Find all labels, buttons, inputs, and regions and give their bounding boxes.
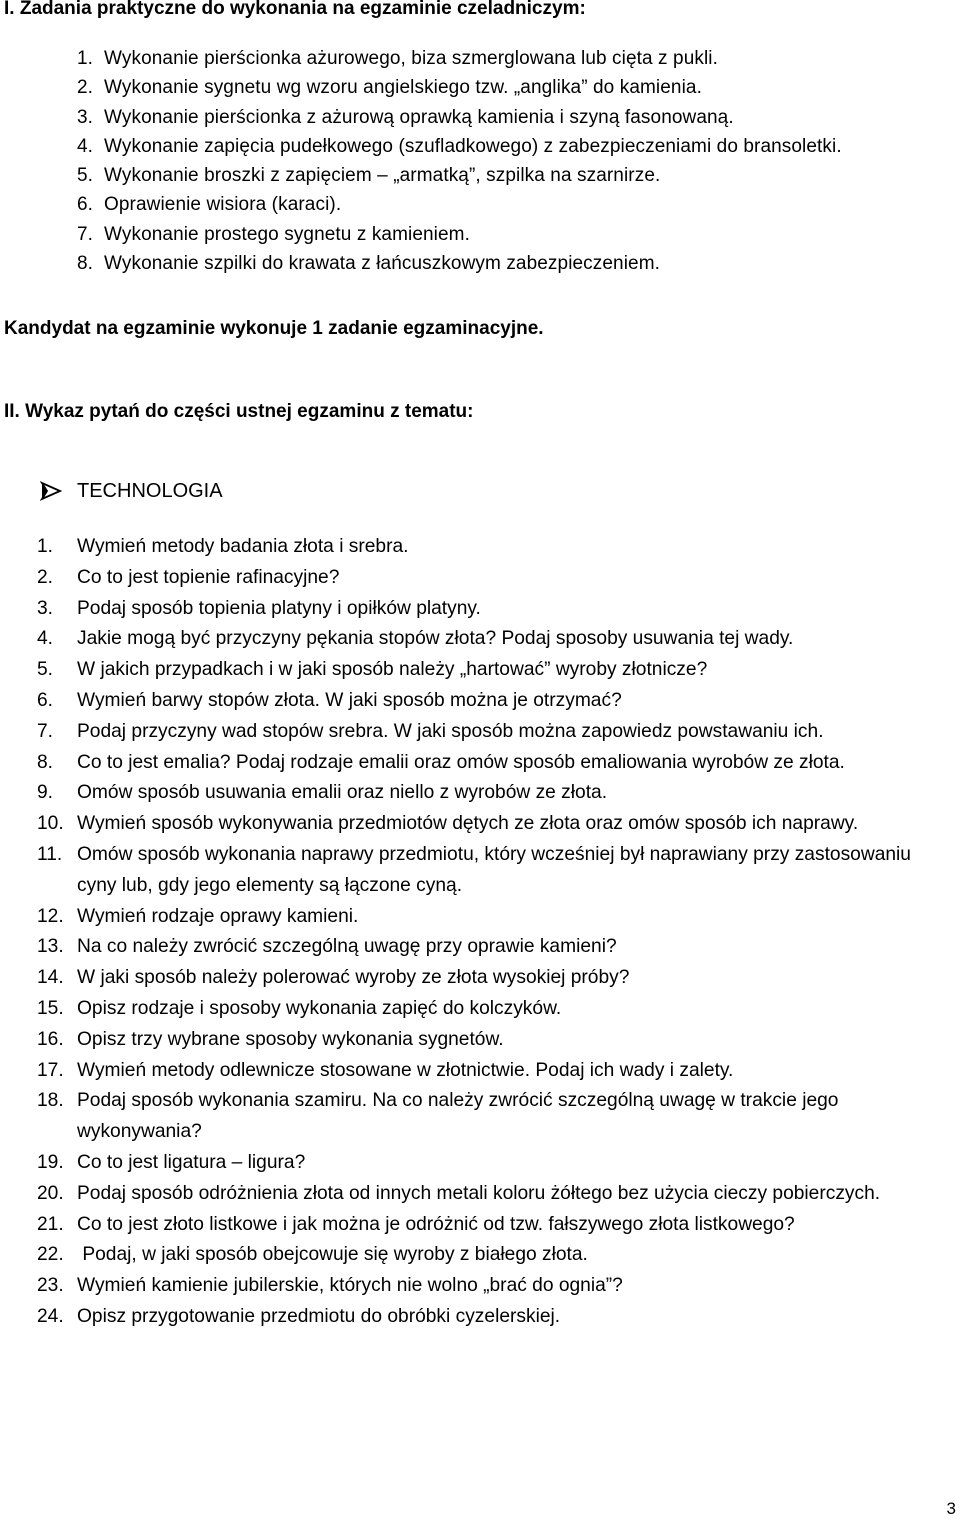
question-text: Jakie mogą być przyczyny pękania stopów złota? Podaj sposoby usuwania tej wady. [77, 628, 794, 650]
list-item [0, 809, 960, 840]
list-item-text: Wykonanie broszki z zapięciem – „armatką”, szpilka na szarnirze. [104, 165, 661, 187]
question-text: Wymień rodzaje oprawy kamieni. [77, 905, 359, 927]
question-number: 14. [37, 967, 64, 989]
list-item [0, 655, 960, 686]
question-text: Wymień barwy stopów złota. W jaki sposób można je otrzymać? [77, 689, 622, 711]
list-item [0, 1240, 960, 1271]
question-number: 24. [37, 1305, 64, 1327]
list-item-number: 2. [77, 77, 94, 99]
question-text: Opisz przygotowanie przedmiotu do obróbki cyzelerskiej. [77, 1305, 561, 1327]
list-item-number: 4. [77, 135, 94, 157]
question-number: 19. [37, 1151, 64, 1173]
question-text: Co to jest topienie rafinacyjne? [77, 566, 340, 588]
list-item [0, 1302, 960, 1333]
list-item [0, 1210, 960, 1241]
list-item [0, 1271, 960, 1302]
list-item [0, 1056, 960, 1087]
question-text: Wymień kamienie jubilerskie, których nie wolno „brać do ognia”? [77, 1275, 623, 1297]
technology-subheading: TECHNOLOGIA [77, 480, 223, 502]
question-text: Podaj sposób wykonania szamiru. Na co należy zwrócić szczególną uwagę w trakcie jego wykonywania? [77, 1090, 839, 1143]
question-text: Opisz trzy wybrane sposoby wykonania sygnetów. [77, 1028, 504, 1050]
question-text: Podaj przyczyny wad stopów srebra. W jaki sposób można zapowiedz powstawaniu ich. [77, 720, 824, 742]
list-item [0, 190, 960, 219]
list-item [0, 161, 960, 190]
question-number: 17. [37, 1059, 64, 1081]
list-item-text: Wykonanie sygnetu wg wzoru angielskiego tzw. „anglika” do kamienia. [104, 77, 702, 99]
question-number: 10. [37, 813, 64, 835]
list-item [0, 624, 960, 655]
question-number: 12. [37, 905, 64, 927]
list-item-text: Wykonanie pierścionka z ażurową oprawką kamienia i szyną fasonowaną. [104, 106, 734, 128]
question-number: 6. [37, 689, 54, 711]
list-item [0, 717, 960, 748]
list-item-number: 3. [77, 106, 94, 128]
list-item [0, 594, 960, 625]
question-number: 1. [37, 536, 54, 557]
list-item [0, 220, 960, 249]
arrowhead-bullet-icon [40, 478, 62, 504]
question-number: 5. [37, 659, 54, 681]
question-text: Opisz rodzaje i sposoby wykonania zapięć do kolczyków. [77, 997, 562, 1019]
list-item-number: 5. [77, 165, 94, 187]
list-item [0, 748, 960, 779]
question-number: 3. [37, 597, 54, 619]
list-item [0, 778, 960, 809]
list-item-number: 7. [77, 223, 94, 245]
list-item [0, 994, 960, 1025]
question-text: Co to jest ligatura – ligura? [77, 1151, 306, 1173]
list-item [0, 73, 960, 102]
question-number: 13. [37, 936, 64, 958]
oral-questions-list [0, 532, 960, 1333]
section1-heading: I. Zadania praktyczne do wykonania na egzaminie czeladniczym: [4, 0, 586, 19]
question-number: 7. [37, 720, 54, 742]
question-number: 11. [37, 843, 63, 865]
list-item-number: 8. [77, 253, 94, 275]
list-item [0, 1025, 960, 1056]
question-number: 2. [37, 566, 54, 588]
question-text: Omów sposób wykonania naprawy przedmiotu, który wcześniej był naprawiany przy zastosowaniu cyny lub, gdy jego elementy są łączone cyną. [77, 843, 911, 896]
question-number: 22. [37, 1244, 64, 1266]
list-item-number: 6. [77, 194, 94, 216]
question-number: 9. [37, 782, 54, 804]
question-text: W jakich przypadkach i w jaki sposób należy „hartować” wyroby złotnicze? [77, 659, 708, 681]
question-text: Na co należy zwrócić szczególną uwagę przy oprawie kamieni? [77, 936, 617, 958]
candidate-note: Kandydat na egzaminie wykonuje 1 zadanie egzaminacyjne. [4, 318, 544, 339]
question-text: Co to jest złoto listkowe i jak można je odróżnić od tzw. fałszywego złota listkowego? [77, 1213, 795, 1235]
list-item-text: Oprawienie wisiora (karaci). [104, 194, 342, 216]
question-number: 23. [37, 1275, 64, 1297]
list-item-text: Wykonanie zapięcia pudełkowego (szufladkowego) z zabezpieczeniami do bransoletki. [104, 135, 842, 157]
list-item [0, 249, 960, 278]
list-item [0, 1086, 960, 1148]
list-item [0, 532, 960, 563]
list-item [0, 902, 960, 933]
list-item [0, 1148, 960, 1179]
list-item-number: 1. [77, 48, 94, 69]
question-text: Podaj, w jaki sposób obejcowuje się wyroby z białego złota. [77, 1244, 588, 1266]
question-text: Podaj sposób odróżnienia złota od innych metali koloru żółtego bez użycia cieczy pobierczych. [77, 1182, 881, 1204]
practical-tasks-list [0, 44, 960, 278]
list-item [0, 932, 960, 963]
list-item [0, 44, 960, 73]
question-number: 4. [37, 628, 54, 650]
question-number: 15. [37, 997, 64, 1019]
list-item [0, 132, 960, 161]
question-number: 21. [37, 1213, 64, 1235]
list-item [0, 686, 960, 717]
question-number: 8. [37, 751, 54, 773]
list-item [0, 563, 960, 594]
list-item [0, 1179, 960, 1210]
section2-heading: II. Wykaz pytań do części ustnej egzaminu z tematu: [4, 401, 474, 422]
list-item-text: Wykonanie szpilki do krawata z łańcuszkowym zabezpieczeniem. [104, 253, 661, 275]
question-text: Co to jest emalia? Podaj rodzaje emalii oraz omów sposób emaliowania wyrobów ze złota. [77, 751, 845, 773]
list-item [0, 103, 960, 132]
question-text: Wymień metody badania złota i srebra. [77, 536, 409, 557]
list-item-text: Wykonanie prostego sygnetu z kamieniem. [104, 223, 470, 245]
question-number: 20. [37, 1182, 64, 1204]
list-item [0, 963, 960, 994]
question-text: Wymień sposób wykonywania przedmiotów dętych ze złota oraz omów sposób ich naprawy. [77, 813, 859, 835]
question-text: Wymień metody odlewnicze stosowane w złotnictwie. Podaj ich wady i zalety. [77, 1059, 734, 1081]
question-number: 16. [37, 1028, 64, 1050]
question-text: Podaj sposób topienia platyny i opiłków platyny. [77, 597, 481, 619]
question-text: W jaki sposób należy polerować wyroby ze złota wysokiej próby? [77, 967, 630, 989]
question-text: Omów sposób usuwania emalii oraz niello z wyrobów ze złota. [77, 782, 608, 804]
question-number: 18. [37, 1090, 64, 1112]
list-item [0, 840, 960, 902]
page-number: 3 [946, 1499, 956, 1518]
list-item-text: Wykonanie pierścionka ażurowego, biza szmerglowana lub cięta z pukli. [104, 48, 718, 69]
